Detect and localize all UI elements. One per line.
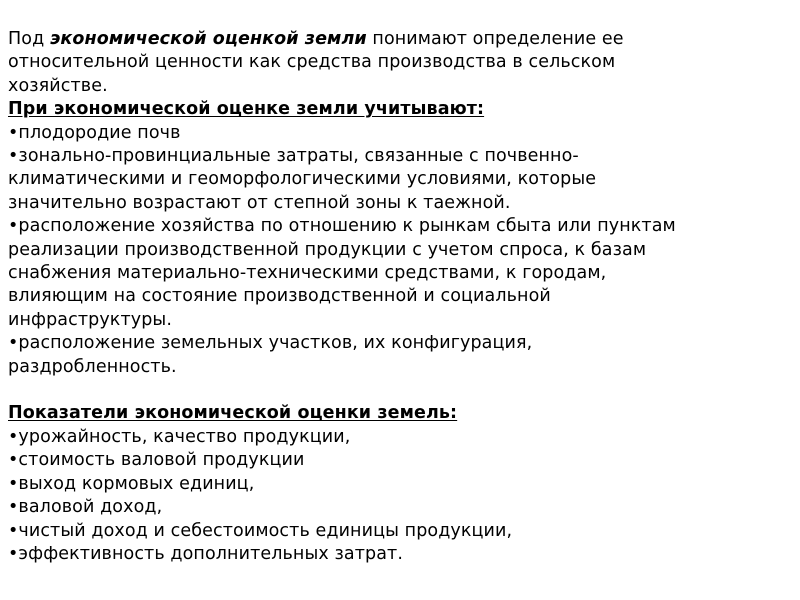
intro-prefix: Под xyxy=(8,29,50,49)
factors-line: •плодородие почв xyxy=(8,122,181,143)
slide-text xyxy=(8,28,792,566)
factors-line: значительно возрастают от степной зоны к таежной. xyxy=(8,192,511,213)
factors-line: •расположение хозяйства по отношению к рынкам сбыта или пунктам xyxy=(8,216,676,237)
section-spacer xyxy=(8,379,792,402)
indicators-line: •урожайность, качество продукции, xyxy=(8,426,351,447)
indicators-line: •стоимость валовой продукции xyxy=(8,450,305,471)
factors-line: реализации производственной продукции с учетом спроса, к базам xyxy=(8,239,647,260)
factors-heading: При экономической оценке земли учитывают: xyxy=(8,99,485,120)
intro-line-3: хозяйстве. xyxy=(8,75,108,96)
indicators-line: •эффективность дополнительных затрат. xyxy=(8,543,404,564)
indicators-line: •чистый доход и себестоимость единицы продукции, xyxy=(8,520,513,541)
factors-line: инфраструктуры. xyxy=(8,309,172,330)
indicators-line: •валовой доход, xyxy=(8,497,163,518)
intro-line-2: относительной ценности как средства производства в сельском xyxy=(8,52,616,73)
intro-term: экономической оценкой земли xyxy=(49,29,367,49)
indicators-heading: Показатели экономической оценки земель: xyxy=(8,403,458,424)
factors-line: влияющим на состояние производственной и социальной xyxy=(8,286,551,307)
intro-line-1-rest: понимают определение ее xyxy=(366,29,624,49)
factors-line: климатическими и геоморфологическими условиями, которые xyxy=(8,169,597,190)
factors-line: •расположение земельных участков, их конфигурация, xyxy=(8,333,533,354)
factors-line: раздробленность. xyxy=(8,356,177,377)
intro-line-1 xyxy=(8,28,792,51)
factors-line: •зонально-провинциальные затраты, связанные с почвенно- xyxy=(8,146,579,167)
factors-line: снабжения материально-техническими средствами, к городам, xyxy=(8,263,607,284)
indicators-line: •выход кормовых единиц, xyxy=(8,473,255,494)
